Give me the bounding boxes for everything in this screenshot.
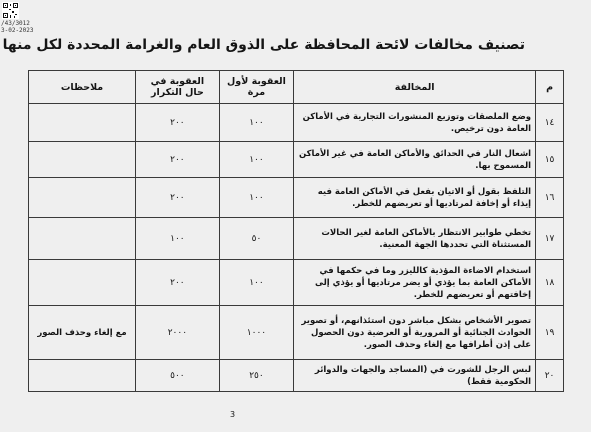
table-row [29, 142, 564, 178]
document-title: تصنيف مخالفات لائحة المحافظة على الذوق العام والغرامة المحددة لكل منها [2, 37, 525, 53]
violation-text: لبس الرجل للشورت في (المساجد والجهات والدوائر الحكومية فقط) [294, 360, 536, 392]
stamp-line-reference: /43/3012 [1, 20, 30, 27]
first-penalty-amount: ١٠٠ [219, 142, 293, 178]
violation-text: تصوير الأشخاص بشكل مباشر دون استئذانهم، أو تصوير الحوادث الجنائية أو المرورية أو العرضية دون الحصول على إذن أطرافها مع إلغاء وحذف الصور. [294, 306, 536, 360]
row-number: ١٩ [536, 306, 564, 360]
violation-text: التلفظ بقول أو الاتيان بفعل في الأماكن العامة فيه إيذاء أو إخافة لمرتاديها أو تعريضهم للخطر. [294, 178, 536, 218]
repeat-penalty-amount: ٢٠٠٠ [136, 306, 220, 360]
first-penalty-amount: ٢٥٠ [219, 360, 293, 392]
repeat-penalty-amount: ٢٠٠ [136, 142, 220, 178]
violation-text: تخطي طوابير الانتظار بالأماكن العامة لغير الحالات المستثناة التي تحددها الجهة المعنية. [294, 218, 536, 260]
row-number: ١٥ [536, 142, 564, 178]
table-row [29, 104, 564, 142]
notes-cell [29, 104, 136, 142]
table-row [29, 178, 564, 218]
row-number: ١٧ [536, 218, 564, 260]
violation-text: وضع الملصقات وتوزيع المنشورات التجارية في الأماكن العامة دون ترخيص. [294, 104, 536, 142]
table-row [29, 306, 564, 360]
repeat-penalty-amount: ٢٠٠ [136, 104, 220, 142]
repeat-penalty-amount: ٢٠٠ [136, 178, 220, 218]
repeat-penalty-amount: ١٠٠ [136, 218, 220, 260]
row-number: ١٨ [536, 260, 564, 306]
row-number: ١٦ [536, 178, 564, 218]
first-penalty-amount: ١٠٠ [219, 104, 293, 142]
column-header-repeat-penalty: العقوبة في حال التكرار [136, 71, 220, 104]
violations-table [28, 70, 564, 392]
table-row [29, 218, 564, 260]
notes-cell [29, 218, 136, 260]
first-penalty-amount: ١٠٠٠ [219, 306, 293, 360]
violation-text: اشعال النار في الحدائق والأماكن العامة في غير الأماكن المسموح بها. [294, 142, 536, 178]
notes-cell [29, 178, 136, 218]
repeat-penalty-amount: ٥٠٠ [136, 360, 220, 392]
stamp-line-date: 3-02-2023 [1, 27, 34, 34]
notes-cell [29, 142, 136, 178]
first-penalty-amount: ١٠٠ [219, 178, 293, 218]
table-row [29, 360, 564, 392]
qr-code-icon [2, 2, 19, 19]
document-stamp [1, 20, 34, 34]
notes-cell [29, 260, 136, 306]
column-header-num: م [536, 71, 564, 104]
table-header-row [29, 71, 564, 104]
repeat-penalty-amount: ٢٠٠ [136, 260, 220, 306]
column-header-violation: المخالفة [294, 71, 536, 104]
notes-cell: مع إلغاء وحذف الصور [29, 306, 136, 360]
violation-text: استخدام الاضاءة المؤذية كالليزر وما في حكمها في الأماكن العامة بما يؤذي أو يضر مرتاديها أو يؤذي إلى إخافتهم أو تعريضهم للخطر. [294, 260, 536, 306]
row-number: ٢٠ [536, 360, 564, 392]
row-number: ١٤ [536, 104, 564, 142]
page-number: 3 [230, 410, 236, 419]
table-row [29, 260, 564, 306]
notes-cell [29, 360, 136, 392]
first-penalty-amount: ١٠٠ [219, 260, 293, 306]
first-penalty-amount: ٥٠ [219, 218, 293, 260]
column-header-first-penalty: العقوبة لأول مرة [219, 71, 293, 104]
column-header-notes: ملاحظات [29, 71, 136, 104]
